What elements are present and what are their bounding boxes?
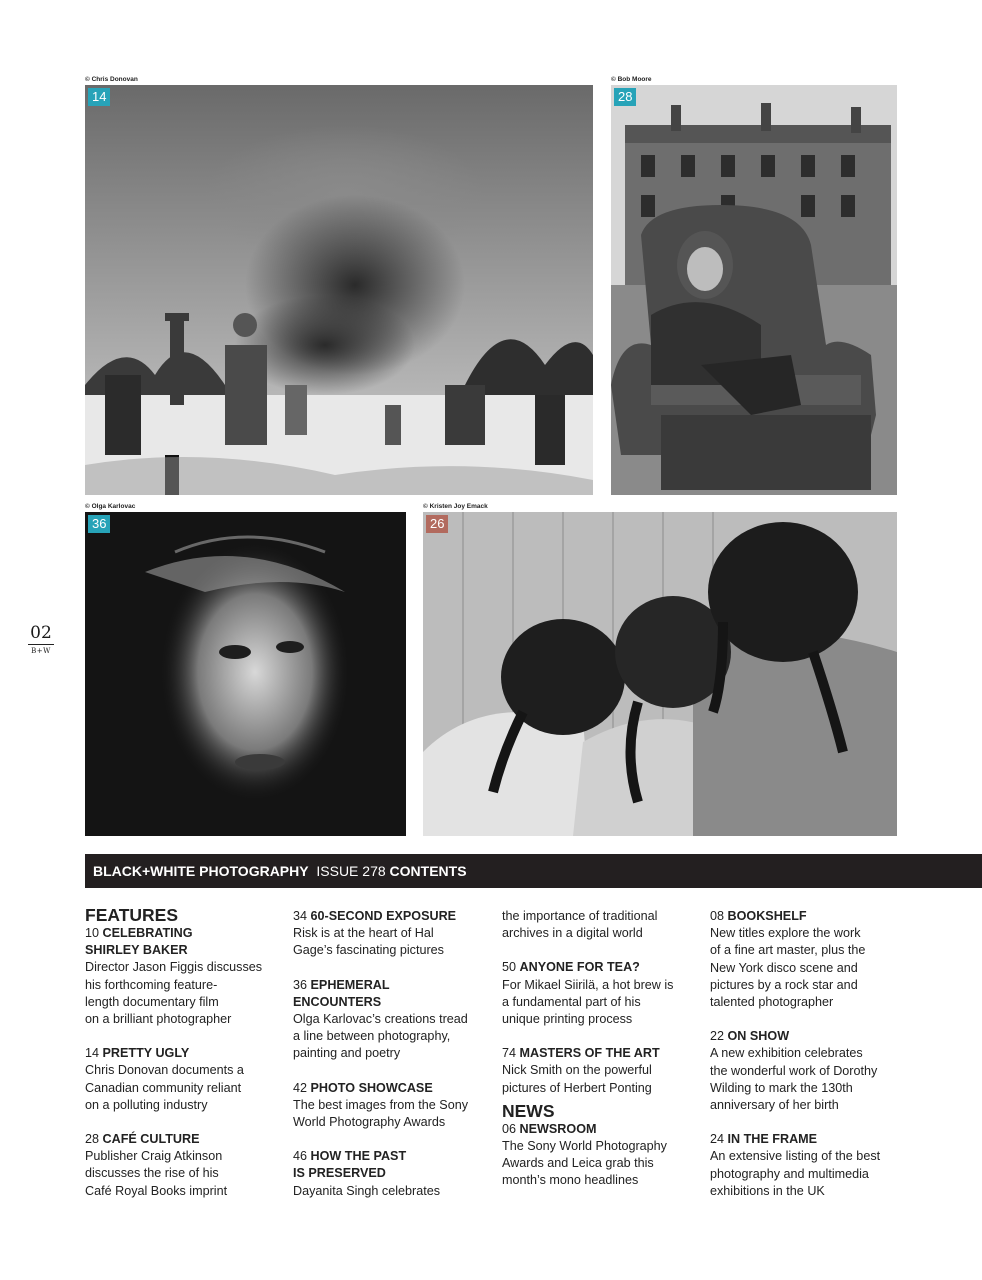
entry-desc: unique printing process [502, 1012, 633, 1027]
photo-credit: © Kristen Joy Emack [423, 503, 488, 510]
section-heading: NEWS [502, 1100, 555, 1121]
magazine-mark: B+W [31, 647, 51, 655]
entry-title: ANYONE FOR TEA? [519, 960, 640, 975]
entry-title: PHOTO SHOWCASE [310, 1080, 433, 1095]
entry-desc: painting and poetry [293, 1046, 401, 1061]
entry-page: 46 [293, 1149, 308, 1164]
photo-credit: © Chris Donovan [85, 76, 138, 83]
entry-desc: talented photographer [710, 995, 834, 1010]
entry-desc: Risk is at the heart of Hal [293, 926, 434, 941]
brand-title: BLACK+WHITE PHOTOGRAPHY [93, 863, 309, 879]
contents-entry[interactable] [293, 1148, 485, 1200]
entry-desc: discusses the rise of his [85, 1166, 219, 1181]
entry-desc: a fundamental part of his [502, 994, 641, 1009]
entry-desc: exhibitions in the UK [710, 1183, 825, 1198]
entry-title-line2: SHIRLEY BAKER [85, 943, 188, 958]
contents-entry[interactable] [502, 1121, 694, 1190]
entry-desc: pictures by a rock star and [710, 977, 858, 992]
entry-desc: A new exhibition celebrates [710, 1046, 863, 1061]
photo-credit: © Olga Karlovac [85, 503, 136, 510]
entry-desc: Awards and Leica grab this [502, 1156, 654, 1171]
photo-credit: © Bob Moore [611, 76, 652, 83]
contents-entry[interactable] [293, 977, 485, 1063]
contents-entry[interactable] [710, 1131, 902, 1200]
entry-title: BOOKSHELF [727, 909, 807, 923]
entry-desc: photography and multimedia [710, 1166, 869, 1181]
braided-girls-photo [423, 512, 897, 836]
entry-desc: Canadian community reliant [85, 1080, 242, 1095]
entry-desc: Chris Donovan documents a [85, 1063, 244, 1078]
entry-desc: Dayanita Singh celebrates [293, 1183, 441, 1198]
entry-title: ON SHOW [727, 1029, 790, 1044]
contents-column-2 [293, 908, 485, 1217]
entry-desc: Café Royal Books imprint [85, 1183, 228, 1198]
cemetery-smoke-photo [85, 85, 593, 495]
contents-entry-continued [502, 908, 694, 942]
entry-desc: month’s mono headlines [502, 1173, 639, 1188]
entry-desc: Wilding to mark the 130th [710, 1080, 853, 1095]
entry-desc: For Mikael Siirilä, a hot brew is [502, 977, 674, 992]
entry-page: 28 [85, 1132, 100, 1147]
entry-desc: on a brilliant photographer [85, 1012, 232, 1027]
entry-title: EPHEMERAL [310, 977, 390, 992]
contents-entry[interactable] [502, 959, 694, 1028]
entry-desc: New York disco scene and [710, 960, 858, 975]
entry-page: 34 [293, 909, 308, 923]
contents-entry[interactable] [85, 925, 277, 1028]
entry-page: 14 [85, 1046, 100, 1061]
entry-page: 22 [710, 1029, 725, 1044]
contents-entry[interactable] [85, 1131, 277, 1200]
entry-desc: World Photography Awards [293, 1115, 446, 1130]
entry-desc: the importance of traditional [502, 909, 658, 923]
entry-desc: An extensive listing of the best [710, 1149, 881, 1164]
page-number: 02 [28, 624, 54, 645]
entry-page: 74 [502, 1046, 517, 1061]
page-badge: 28 [614, 88, 636, 106]
page-badge: 36 [88, 515, 110, 533]
entry-title: CAFÉ CULTURE [102, 1132, 200, 1147]
entry-desc: anniversary of her birth [710, 1098, 839, 1113]
entry-desc: New titles explore the work [710, 926, 861, 941]
entry-page: 36 [293, 977, 308, 992]
entry-page: 42 [293, 1080, 308, 1095]
entry-desc: Gage’s fascinating pictures [293, 943, 444, 958]
entry-desc: Olga Karlovac’s creations tread [293, 1012, 468, 1027]
entry-title: PRETTY UGLY [102, 1046, 190, 1061]
contents-entry[interactable] [85, 1045, 277, 1114]
page-badge: 26 [426, 515, 448, 533]
entry-desc: of a fine art master, plus the [710, 943, 866, 958]
entry-page: 06 [502, 1121, 517, 1136]
entry-title: CELEBRATING [102, 926, 193, 940]
entry-page: 10 [85, 926, 100, 940]
entry-page: 50 [502, 960, 517, 975]
entry-title-line2: IS PRESERVED [293, 1166, 386, 1181]
entry-page: 24 [710, 1132, 725, 1147]
contents-column-1 [85, 906, 277, 1217]
issue-label: ISSUE 278 [316, 863, 386, 879]
entry-desc: The Sony World Photography [502, 1139, 667, 1154]
entry-title-line2: ENCOUNTERS [293, 994, 382, 1009]
entry-title: MASTERS OF THE ART [519, 1046, 660, 1061]
entry-desc: a line between photography, [293, 1029, 451, 1044]
contents-entry[interactable] [710, 908, 902, 1011]
contents-entry[interactable] [293, 1080, 485, 1132]
page-folio [28, 624, 54, 655]
entry-title: IN THE FRAME [727, 1132, 818, 1147]
entry-desc: Nick Smith on the powerful [502, 1063, 652, 1078]
contents-column-3 [502, 908, 694, 1207]
entry-desc: Director Jason Figgis discusses [85, 960, 263, 975]
entry-page: 08 [710, 909, 725, 923]
page-badge: 14 [88, 88, 110, 106]
section-heading: FEATURES [85, 905, 179, 925]
blurred-face-photo [85, 512, 406, 836]
entry-title: NEWSROOM [519, 1121, 597, 1136]
entry-desc: Publisher Craig Atkinson [85, 1149, 223, 1164]
entry-desc: The best images from the Sony [293, 1097, 468, 1112]
entry-title: HOW THE PAST [310, 1149, 407, 1164]
entry-desc: on a polluting industry [85, 1097, 208, 1112]
child-armchair-photo [611, 85, 897, 495]
contents-entry[interactable] [710, 1028, 902, 1114]
contents-column-4 [710, 908, 902, 1217]
entry-desc: archives in a digital world [502, 926, 643, 941]
entry-desc: his forthcoming feature- [85, 977, 218, 992]
contents-entry[interactable] [293, 908, 485, 960]
contents-banner [85, 854, 982, 888]
entry-title: 60-SECOND EXPOSURE [310, 909, 457, 923]
entry-desc: length documentary film [85, 994, 219, 1009]
entry-desc: the wonderful work of Dorothy [710, 1063, 878, 1078]
contents-label: CONTENTS [389, 863, 467, 879]
entry-desc: pictures of Herbert Ponting [502, 1080, 652, 1095]
contents-entry[interactable] [502, 1045, 694, 1097]
